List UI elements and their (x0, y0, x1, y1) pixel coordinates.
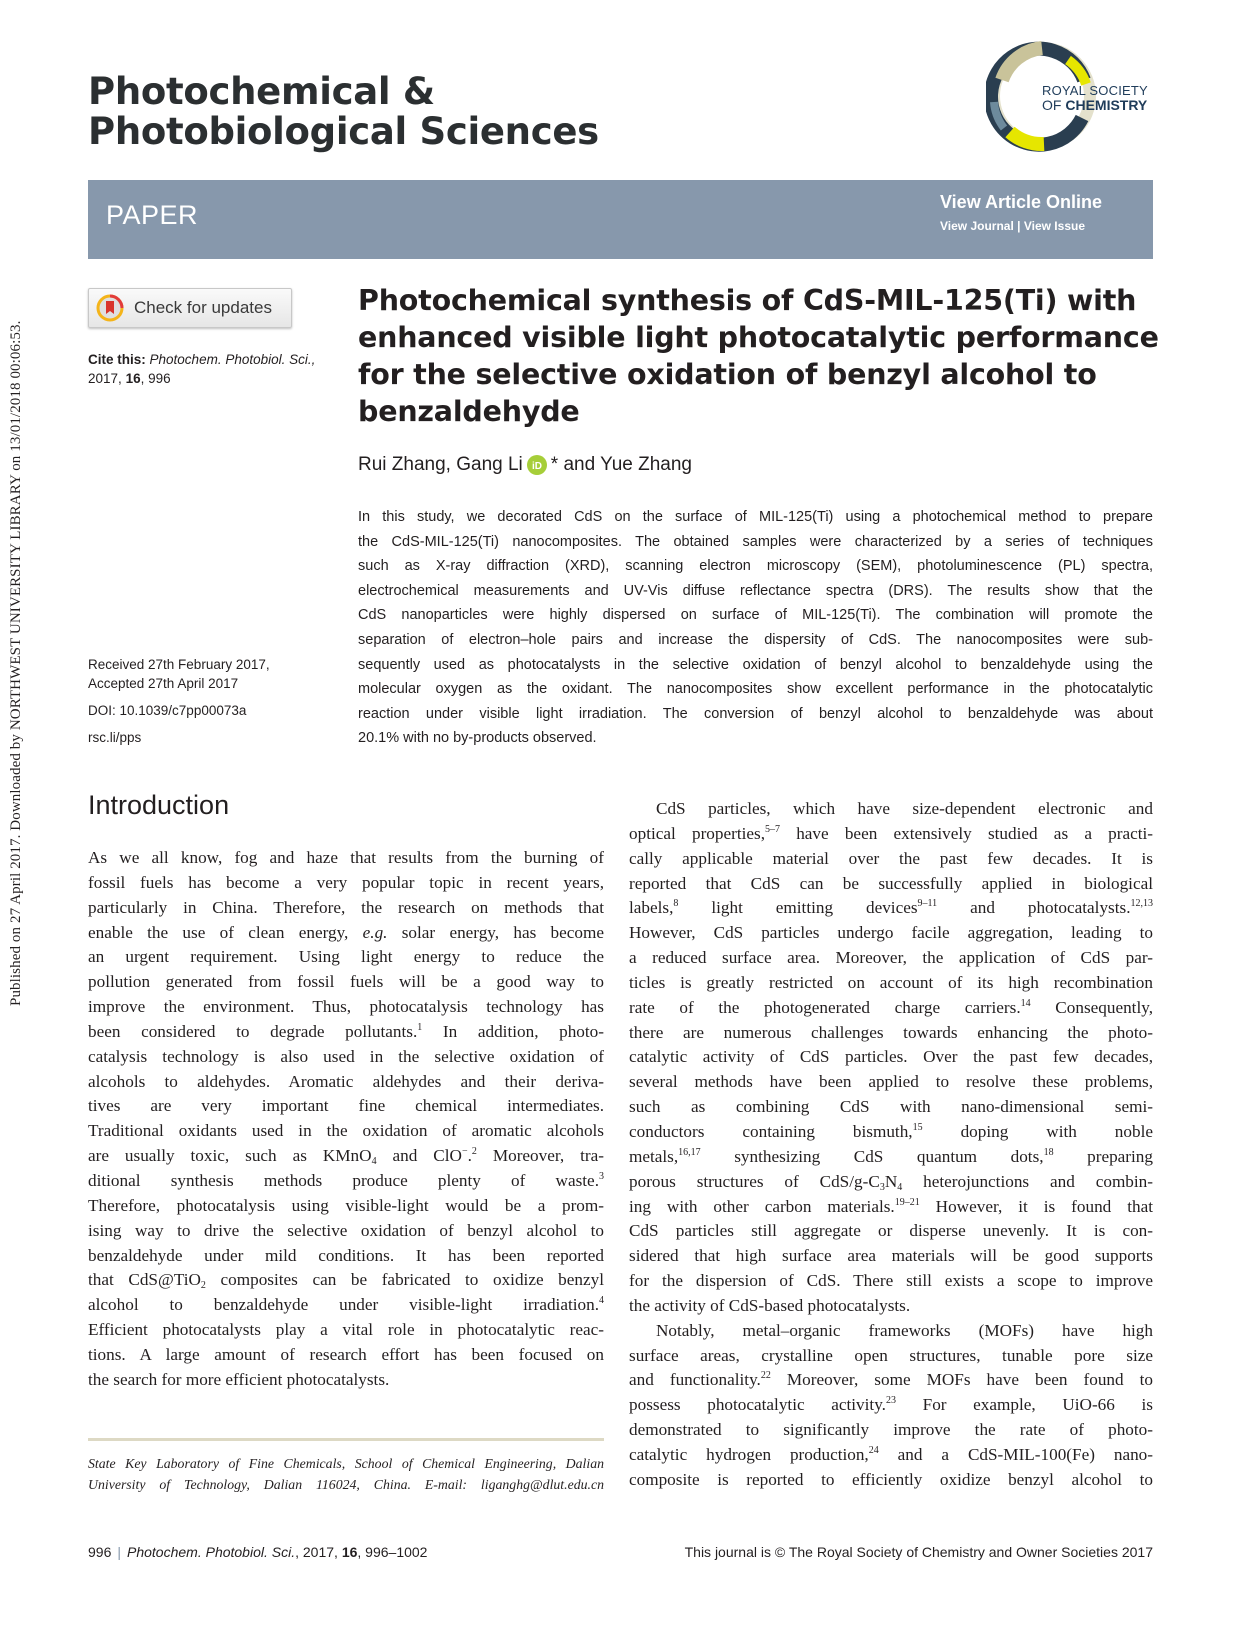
body-line: Notably, metal–organic frameworks (MOFs) have high (656, 1320, 1153, 1340)
abstract (358, 505, 1153, 751)
body-line: there are numerous challenges towards enhancing the photo- (629, 1022, 1153, 1042)
body-line: Traditional oxidants used in the oxidation of aromatic alcohols (88, 1121, 604, 1141)
body-line: are usually toxic, such as KMnO$_4$ and ClO−.$^2$ Moreover, tra- (88, 1146, 604, 1168)
footer-separator: | (117, 1544, 121, 1560)
received-date: Received 27th February 2017, (88, 657, 270, 672)
affiliation-footnote (88, 1453, 604, 1495)
download-notice: Published on 27 April 2017. Downloaded by NORTHWEST UNIVERSITY LIBRARY on 13/01/2018 00:06:53. (8, 320, 24, 1006)
body-line: for the dispersion of CdS. There still exists a scope to improve (629, 1271, 1153, 1291)
body-line: catalysis technology is also used in the selective oxidation of (88, 1046, 604, 1066)
journal-name-line-1: Photochemical & (88, 70, 435, 113)
rsc-wordmark (1042, 84, 1148, 113)
abstract-line: reaction under visible light irradiation. The conversion of benzyl alcohol to benzaldehyde was about (358, 705, 1153, 722)
body-line: metals,$^{16,17}$ synthesizing CdS quantum dots,$^{18}$ preparing (629, 1146, 1153, 1166)
cite-label: Cite this: (88, 352, 146, 367)
body-line: sidered that high surface area materials will be good supports (629, 1246, 1153, 1266)
article-title-line: enhanced visible light photocatalytic performance (358, 321, 1159, 354)
body-line: benzaldehyde under mild conditions. It has been reported (88, 1245, 604, 1265)
body-line: porous structures of CdS/$g-C_3N_4$ heterojunctions and combin- (629, 1171, 1153, 1193)
body-line: composite is reported to efficiently oxidize benzyl alcohol to (629, 1469, 1153, 1489)
body-line: improve the environment. Thus, photocatalysis technology has (88, 997, 604, 1017)
body-line: been considered to degrade pollutants.$^1$ In addition, photo- (88, 1021, 604, 1041)
authors-rest: * and Yue Zhang (550, 454, 692, 475)
body-line: labels,$^8$ light emitting devices$^{9-11}$ and photocatalysts.$^{12,13}$ (629, 898, 1153, 918)
article-type-label: PAPER (106, 200, 199, 230)
rsc-wordmark-of: OF (1042, 97, 1066, 113)
body-line: tions. A large amount of research effort has been focused on (88, 1344, 604, 1364)
abstract-line: CdS nanoparticles were highly dispersed on surface of MIL-125(Ti). The combination will promote the (358, 607, 1153, 624)
view-article-online-link[interactable]: View Article Online (940, 192, 1103, 212)
body-line: CdS particles still aggregate or disperse unevenly. It is con- (629, 1221, 1153, 1241)
body-line: CdS particles, which have size-dependent electronic and (656, 799, 1153, 818)
body-line: Therefore, photocatalysis using visible-light would be a prom- (88, 1195, 604, 1215)
check-for-updates-label: Check for updates (134, 298, 272, 317)
footer-journal: Photochem. Photobiol. Sci. (127, 1544, 296, 1560)
abstract-line: sequently used as photocatalysts in the selective oxidation of benzyl alcohol to benzaldehyde using the (358, 656, 1153, 673)
body-line: that CdS@TiO$_2$ composites can be fabricated to oxidize benzyl (88, 1270, 604, 1292)
body-line: cally applicable material over the past few decades. It is (629, 848, 1153, 868)
view-links (940, 219, 1085, 233)
abstract-line: separation of electron–hole pairs and increase the dispersity of CdS. The nanocomposites were sub- (358, 631, 1153, 648)
abstract-line: the CdS-MIL-125(Ti) nanocomposites. The obtained samples were characterized by a series of techniques (358, 533, 1153, 550)
body-line: catalytic hydrogen production,$^{24}$ and a CdS-MIL-100(Fe) nano- (629, 1444, 1153, 1464)
abstract-line: molecular oxygen as the oxidant. The nanocomposites show excellent performance in the photocatalytic (358, 681, 1153, 698)
body-line: fossil fuels has become a very popular topic in recent years, (88, 872, 604, 892)
body-column-left (88, 846, 604, 1393)
body-line: ticles is greatly restricted on account of its high recombination (629, 972, 1153, 992)
abstract-line: electrochemical measurements and UV-Vis diffuse reflectance spectra (DRS). The results show that the (358, 582, 1153, 599)
body-line: optical properties,$^{5-7}$ have been extensively studied as a practi- (629, 823, 1154, 843)
body-line: an urgent requirement. Using light energy to reduce the (88, 947, 604, 967)
page-number: 996 (88, 1544, 112, 1560)
page-footer-copyright: This journal is © The Royal Society of Chemistry and Owner Societies 2017 (684, 1544, 1153, 1560)
article-title-line: Photochemical synthesis of CdS-MIL-125(Ti) with (358, 284, 1137, 317)
cite-year: 2017, (88, 371, 122, 386)
view-journal-link[interactable]: View Journal (940, 219, 1014, 233)
body-line: a reduced surface area. Moreover, the application of CdS par- (629, 948, 1153, 968)
body-line: alcohol to benzaldehyde under visible-light irradiation.$^4$ (88, 1295, 604, 1315)
view-links-separator: | (1013, 219, 1024, 233)
journal-short-link[interactable]: rsc.li/pps (88, 730, 142, 745)
body-line: the search for more efficient photocatalysts. (88, 1369, 390, 1389)
abstract-line: In this study, we decorated CdS on the surface of MIL-125(Ti) using a photochemical method to prepare (358, 509, 1153, 525)
section-heading-introduction: Introduction (88, 790, 230, 820)
footer-volume: 16 (341, 1544, 358, 1560)
body-line: such as combining CdS with nano-dimensional semi- (629, 1097, 1153, 1117)
body-line: and functionality.$^{22}$ Moreover, some MOFs have been found to (629, 1370, 1153, 1390)
body-line: tives are very important fine chemical intermediates. (88, 1096, 604, 1116)
body-line: rate of the photogenerated charge carriers.$^{14}$ Consequently, (629, 997, 1154, 1017)
authors-first: Rui Zhang, Gang Li (358, 454, 523, 475)
body-line: ditional synthesis methods produce plenty of waste.$^3$ (88, 1170, 604, 1190)
accepted-date: Accepted 27th April 2017 (88, 676, 239, 691)
footnote-line: University of Technology, Dalian 116024, China. E-mail: liganghg@dlut.edu.cn (88, 1477, 604, 1492)
body-line: ising way to drive the selective oxidation of benzyl alcohol to (88, 1220, 604, 1240)
svg-text:iD: iD (531, 461, 542, 472)
author-list (358, 454, 692, 476)
article-title-line: for the selective oxidation of benzyl alcohol to (358, 358, 1097, 391)
article-title-line: benzaldehyde (358, 395, 580, 428)
body-column-right (629, 797, 1153, 1493)
rsc-wordmark-line-1: ROYAL SOCIETY (1042, 83, 1148, 98)
check-updates-icon (96, 294, 124, 322)
journal-name (88, 72, 748, 152)
body-line: pollution generated from fossil fuels will be a good way to (88, 972, 604, 992)
body-line: However, CdS particles undergo facile aggregation, leading to (629, 923, 1153, 943)
abstract-line: such as X-ray diffraction (XRD), scanning electron microscopy (SEM), photoluminescence (PL) spectra, (358, 558, 1153, 575)
cite-page: , 996 (140, 371, 171, 386)
article-dates (88, 655, 348, 693)
body-line: alcohols to aldehydes. Aromatic aldehydes and their deriva- (88, 1071, 604, 1091)
check-for-updates-button[interactable] (88, 288, 292, 328)
footer-pages: , 996–1002 (357, 1544, 428, 1560)
page-footer-citation (88, 1544, 427, 1560)
body-line: particularly in China. Therefore, the research on methods that (88, 897, 604, 917)
cite-volume: 16 (125, 371, 141, 386)
body-line: enable the use of clean energy, e.g. solar energy, has become (88, 922, 604, 942)
abstract-line: 20.1% with no by-products observed. (358, 730, 597, 747)
rsc-wordmark-chemistry: CHEMISTRY (1065, 97, 1148, 113)
view-issue-link[interactable]: View Issue (1023, 219, 1085, 233)
body-line: several methods have been applied to resolve these problems, (629, 1072, 1153, 1092)
article-title (358, 282, 1158, 430)
body-line: demonstrated to significantly improve the rate of photo- (629, 1420, 1153, 1440)
footnote-divider (88, 1438, 604, 1441)
journal-name-line-2: Photobiological Sciences (88, 110, 599, 153)
body-line: Efficient photocatalysts play a vital role in photocatalytic reac- (88, 1320, 604, 1340)
citation-block (88, 350, 348, 388)
footer-year: , 2017, (295, 1544, 342, 1560)
body-line: possess photocatalytic activity.$^{23}$ For example, UiO-66 is (629, 1395, 1153, 1415)
body-line: surface areas, crystalline open structures, tunable pore size (629, 1345, 1153, 1365)
orcid-icon[interactable] (527, 455, 547, 475)
body-line: conductors containing bismuth,$^{15}$ doping with noble (629, 1121, 1153, 1141)
body-line: the activity of CdS-based photocatalysts. (629, 1295, 911, 1315)
doi[interactable]: DOI: 10.1039/c7pp00073a (88, 703, 247, 718)
body-line: ing with other carbon materials.$^{19-21}$ However, it is found that (629, 1196, 1153, 1216)
body-line: catalytic activity of CdS particles. Over the past few decades, (629, 1047, 1153, 1067)
body-line: reported that CdS can be successfully applied in biological (629, 873, 1153, 893)
body-line: As we all know, fog and haze that results from the burning of (88, 848, 604, 867)
cite-journal: Photochem. Photobiol. Sci., (149, 352, 316, 367)
footnote-line: State Key Laboratory of Fine Chemicals, School of Chemical Engineering, Dalian (88, 1456, 604, 1471)
